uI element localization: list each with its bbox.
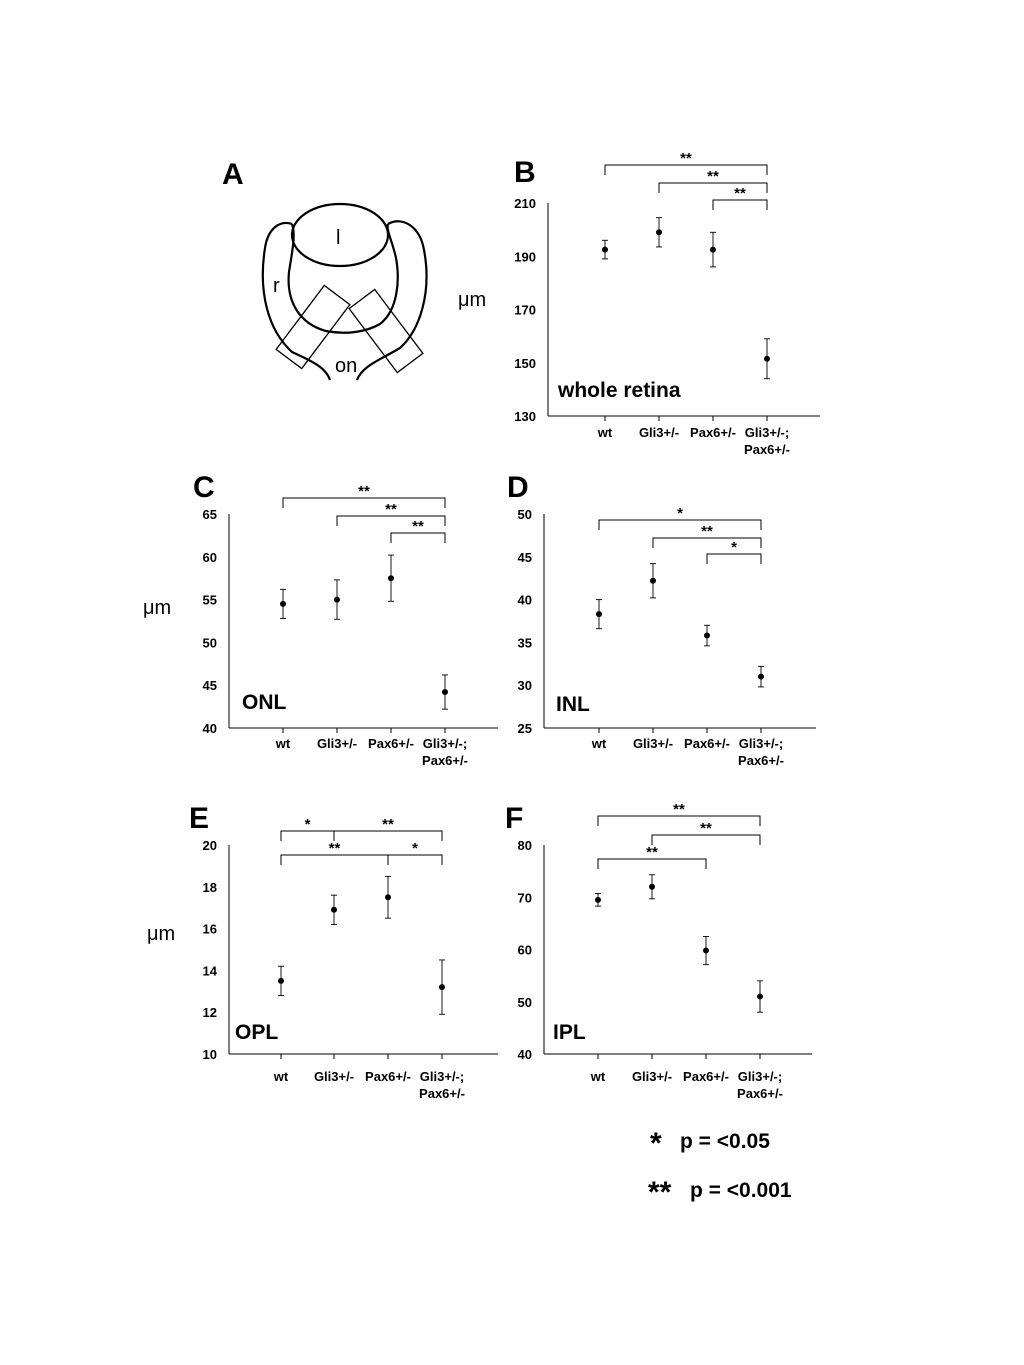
panel-letter-e: E (189, 802, 210, 835)
data-point (703, 948, 709, 954)
significance-marker: * (412, 840, 418, 857)
significance-marker: ** (700, 820, 712, 837)
panel-letter-f: F (505, 802, 524, 835)
x-category-label (317, 736, 357, 751)
data-point (385, 894, 391, 900)
legend-text-single: p = <0.05 (680, 1130, 770, 1153)
chart-panels (143, 150, 820, 1101)
y-tick-label: 60 (202, 549, 217, 565)
x-category-label-line: Pax6+/- (738, 753, 784, 768)
x-category-label-line: Pax6+/- (683, 1069, 729, 1084)
significance-marker: ** (358, 483, 370, 500)
y-tick-label: 40 (517, 592, 532, 608)
x-category-label-line: Pax6+/- (690, 425, 736, 440)
x-category-label (597, 425, 613, 440)
x-category-label-line: Pax6+/- (684, 736, 730, 751)
panel-f-chart (505, 801, 812, 1101)
x-category-label (744, 425, 790, 457)
y-tick-label: 130 (514, 409, 536, 424)
y-tick-label: 20 (202, 838, 217, 853)
data-point (596, 611, 602, 617)
y-tick-label: 35 (517, 635, 532, 651)
data-point (331, 907, 337, 913)
layer-label-e: OPL (235, 1021, 279, 1044)
significance-marker: ** (701, 523, 713, 540)
y-tick-label: 25 (517, 721, 532, 736)
x-category-label-line: Pax6+/- (419, 1086, 465, 1101)
significance-marker: ** (412, 518, 424, 535)
x-category-label (590, 1069, 606, 1084)
significance-marker: * (677, 505, 683, 522)
x-category-label-line: Gli3+/-; (744, 425, 790, 440)
panel-letter-d: D (507, 471, 529, 504)
x-category-label-line: Pax6+/- (744, 442, 790, 457)
x-category-label (275, 736, 291, 751)
x-category-label (365, 1069, 411, 1084)
x-category-label (422, 736, 468, 768)
x-category-label-line: Gli3+/- (631, 1069, 673, 1084)
layer-label-d: INL (556, 693, 590, 716)
x-category-label-line: Gli3+/-; (422, 736, 468, 751)
x-category-label (632, 1069, 672, 1084)
x-category-label (683, 1069, 729, 1084)
y-tick-label: 50 (517, 507, 532, 522)
data-point (442, 689, 448, 695)
data-point (764, 356, 770, 362)
significance-marker: * (304, 816, 311, 833)
data-point (334, 597, 340, 603)
retina-inner-outline (289, 224, 398, 333)
x-category-label-line: Gli3+/-; (419, 1069, 465, 1084)
panel-e-chart (147, 802, 498, 1101)
y-tick-label: 45 (202, 678, 217, 694)
x-category-label (738, 736, 784, 768)
significance-marker: ** (673, 801, 685, 818)
y-tick-label: 50 (517, 994, 532, 1010)
data-point (649, 884, 655, 890)
y-tick-label: 30 (517, 678, 532, 694)
significance-marker: * (731, 539, 737, 556)
y-tick-label: 80 (517, 838, 532, 853)
x-category-label (684, 736, 730, 751)
y-axis-unit-label: μm (147, 923, 176, 945)
significance-marker: ** (707, 168, 719, 185)
significance-marker: ** (734, 185, 746, 202)
data-point (650, 578, 656, 584)
panel-b-chart (458, 150, 820, 457)
panel-letter-a: A (222, 158, 244, 191)
data-point (595, 897, 601, 903)
x-category-label (639, 425, 679, 440)
x-category-label-line: Pax6+/- (422, 753, 468, 768)
data-point (439, 984, 445, 990)
y-tick-label: 150 (514, 355, 536, 371)
panel-c-chart (143, 471, 498, 768)
x-category-label (690, 425, 736, 440)
y-tick-label: 14 (202, 963, 217, 979)
y-axis-unit-label: μm (143, 597, 172, 619)
x-category-label-line: Gli3+/- (316, 736, 358, 751)
y-tick-label: 65 (202, 507, 217, 522)
x-category-label-line: Pax6+/- (737, 1086, 783, 1101)
y-tick-label: 60 (517, 942, 532, 958)
y-tick-label: 45 (517, 549, 532, 565)
lens-label: l (336, 227, 341, 249)
data-point (710, 247, 716, 253)
x-category-label-line: wt (275, 736, 291, 751)
x-category-label-line: wt (597, 425, 613, 440)
significance-marker: ** (382, 816, 394, 833)
layer-label-c: ONL (242, 691, 287, 714)
x-category-label-line: Gli3+/-; (738, 736, 784, 751)
data-point (278, 978, 284, 984)
x-category-label (273, 1069, 289, 1084)
data-point (388, 575, 394, 581)
panel-a-diagram (222, 158, 427, 380)
x-category-label-line: wt (273, 1069, 289, 1084)
y-axis-unit-label: μm (458, 289, 487, 311)
significance-legend (648, 1127, 792, 1209)
significance-marker: ** (680, 150, 692, 167)
y-tick-label: 50 (202, 635, 217, 651)
x-category-label-line: Gli3+/- (313, 1069, 355, 1084)
x-category-label (591, 736, 607, 751)
data-point (758, 674, 764, 680)
x-category-label (368, 736, 414, 751)
y-tick-label: 170 (514, 302, 536, 318)
significance-marker: ** (646, 844, 658, 861)
layer-label-f: IPL (553, 1021, 586, 1044)
y-tick-label: 40 (517, 1047, 532, 1062)
x-category-label (314, 1069, 354, 1084)
data-point (757, 994, 763, 1000)
y-tick-label: 18 (202, 879, 217, 895)
y-tick-label: 10 (202, 1047, 217, 1062)
retina-label: r (273, 275, 280, 297)
y-tick-label: 40 (202, 721, 217, 736)
y-tick-label: 12 (202, 1005, 217, 1021)
y-tick-label: 16 (202, 921, 217, 937)
y-tick-label: 210 (514, 196, 536, 211)
panel-letter-b: B (514, 156, 536, 189)
optic-nerve-label: on (335, 355, 358, 377)
x-category-label (737, 1069, 783, 1101)
data-point (602, 247, 608, 253)
y-tick-label: 55 (202, 592, 217, 608)
data-point (656, 229, 662, 235)
legend-symbol-single: * (650, 1127, 662, 1160)
y-tick-label: 190 (514, 249, 536, 265)
panel-letter-c: C (193, 471, 215, 504)
x-category-label-line: Pax6+/- (365, 1069, 411, 1084)
legend-symbol-double: ** (648, 1176, 672, 1209)
x-category-label (633, 736, 673, 751)
legend-text-double: p = <0.001 (690, 1179, 792, 1202)
significance-marker: ** (328, 840, 341, 857)
panel-d-chart (507, 471, 816, 768)
layer-label-b: whole retina (558, 379, 681, 402)
significance-marker: ** (385, 501, 397, 518)
x-category-label-line: wt (591, 736, 607, 751)
data-point (704, 633, 710, 639)
x-category-label-line: Pax6+/- (368, 736, 414, 751)
x-category-label (419, 1069, 465, 1101)
x-category-label-line: Gli3+/- (632, 736, 674, 751)
x-category-label-line: wt (590, 1069, 606, 1084)
x-category-label-line: Gli3+/-; (737, 1069, 783, 1084)
y-tick-label: 70 (517, 890, 532, 906)
data-point (280, 601, 286, 607)
x-category-label-line: Gli3+/- (638, 425, 680, 440)
